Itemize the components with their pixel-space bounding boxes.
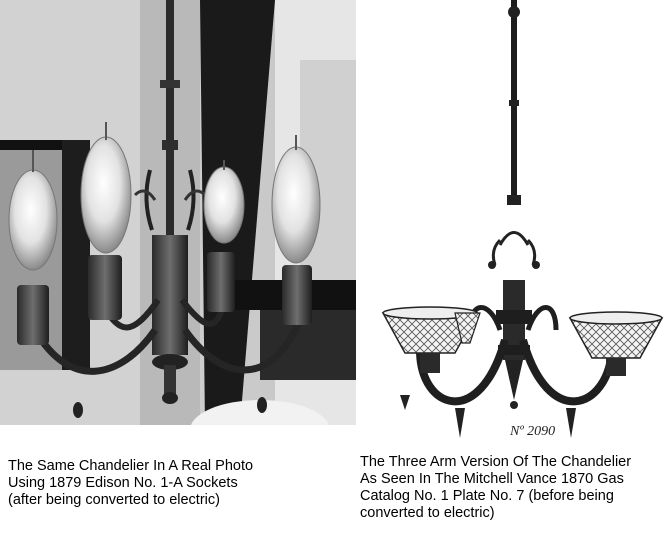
catalog-engraving-illustration [370, 0, 668, 445]
caption-right: The Three Arm Version Of The Chandelier As Seen In The Mitchell Vance 1870 Gas Catalog No. 1 Plate No. 7 (before being converted to electric) [360, 454, 632, 521]
catalog-engraving [370, 0, 668, 445]
chandelier-photo-illustration [0, 0, 356, 425]
plate-number-label: Nº 2090 [510, 424, 556, 439]
caption-left: The Same Chandelier In A Real Photo Using 1879 Edison No. 1-A Sockets (after being converted to electric) [8, 458, 254, 508]
chandelier-photo [0, 0, 356, 425]
glass-shade-right [570, 312, 662, 376]
